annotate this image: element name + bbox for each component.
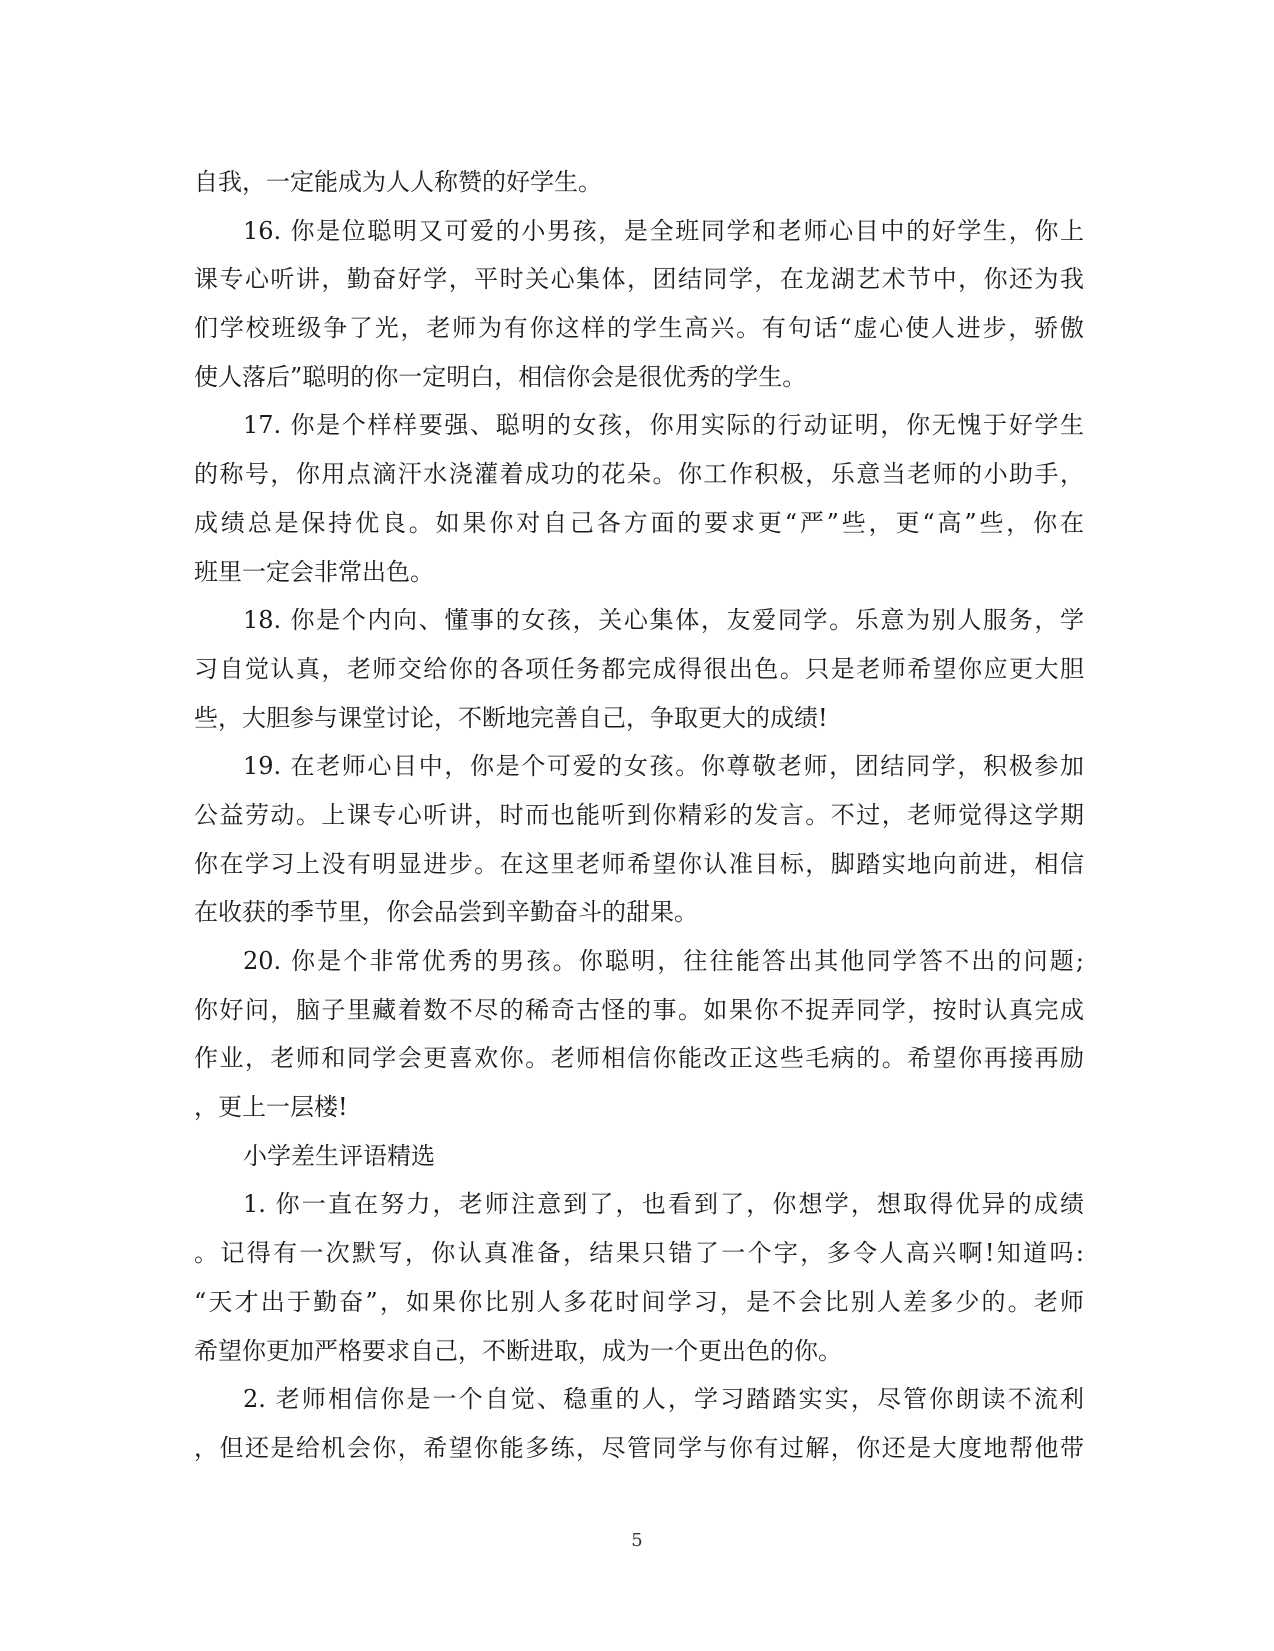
text-line: 你在学习上没有明显进步。在这里老师希望你认准目标，脚踏实地向前进，相信 bbox=[194, 849, 1084, 878]
text-line: 你好问，脑子里藏着数不尽的稀奇古怪的事。如果你不捉弄同学，按时认真完成 bbox=[194, 995, 1084, 1024]
text-line: 希望你更加严格要求自己，不断进取，成为一个更出色的你。 bbox=[194, 1336, 842, 1365]
text-line: 班里一定会非常出色。 bbox=[194, 557, 434, 586]
text-line: 的称号，你用点滴汗水浇灌着成功的花朵。你工作积极，乐意当老师的小助手， bbox=[194, 460, 1084, 489]
text-line: ，但还是给机会你，希望你能多练，尽管同学与你有过解，你还是大度地帮他带 bbox=[194, 1433, 1084, 1462]
text-line: 1. 你一直在努力，老师注意到了，也看到了，你想学，想取得优异的成绩 bbox=[243, 1190, 1084, 1219]
text-line: “天才出于勤奋”，如果你比别人多花时间学习，是不会比别人差多少的。老师 bbox=[194, 1287, 1084, 1316]
text-line: 16. 你是位聪明又可爱的小男孩，是全班同学和老师心目中的好学生，你上 bbox=[243, 216, 1084, 245]
text-line: 。记得有一次默写，你认真准备，结果只错了一个字，多令人高兴啊!知道吗: bbox=[194, 1239, 1084, 1268]
text-line: 公益劳动。上课专心听讲，时而也能听到你精彩的发言。不过，老师觉得这学期 bbox=[194, 800, 1084, 829]
text-line: 18. 你是个内向、懂事的女孩，关心集体，友爱同学。乐意为别人服务，学 bbox=[243, 606, 1084, 635]
text-line: 自我，一定能成为人人称赞的好学生。 bbox=[194, 168, 602, 196]
text-line: 20. 你是个非常优秀的男孩。你聪明，往往能答出其他同学答不出的问题; bbox=[243, 947, 1084, 975]
text-line: 在收获的季节里，你会品尝到辛勤奋斗的甜果。 bbox=[194, 898, 698, 927]
text-line: 习自觉认真，老师交给你的各项任务都完成得很出色。只是老师希望你应更大胆 bbox=[194, 654, 1084, 683]
text-line: ，更上一层楼! bbox=[194, 1093, 348, 1122]
text-line: 19. 在老师心目中，你是个可爱的女孩。你尊敬老师，团结同学，积极参加 bbox=[243, 752, 1084, 781]
text-line: 作业，老师和同学会更喜欢你。老师相信你能改正这些毛病的。希望你再接再励 bbox=[194, 1044, 1084, 1073]
text-line: 2. 老师相信你是一个自觉、稳重的人，学习踏踏实实，尽管你朗读不流利 bbox=[243, 1385, 1084, 1414]
text-line: 成绩总是保持优良。如果你对自己各方面的要求更“严”些，更“高”些，你在 bbox=[194, 508, 1084, 537]
text-line: 课专心听讲，勤奋好学，平时关心集体，团结同学，在龙湖艺术节中，你还为我 bbox=[194, 265, 1084, 294]
page-number: 5 bbox=[631, 1530, 643, 1551]
text-line: 小学差生评语精选 bbox=[243, 1141, 435, 1170]
text-line: 们学校班级争了光，老师为有你这样的学生高兴。有句话“虚心使人进步，骄傲 bbox=[194, 314, 1084, 343]
body-text bbox=[194, 158, 1084, 1473]
text-line: 些，大胆参与课堂讨论，不断地完善自己，争取更大的成绩! bbox=[194, 703, 828, 732]
text-line: 使人落后”聪明的你一定明白，相信你会是很优秀的学生。 bbox=[194, 362, 807, 391]
text-line: 17. 你是个样样要强、聪明的女孩，你用实际的行动证明，你无愧于好学生 bbox=[243, 411, 1084, 440]
